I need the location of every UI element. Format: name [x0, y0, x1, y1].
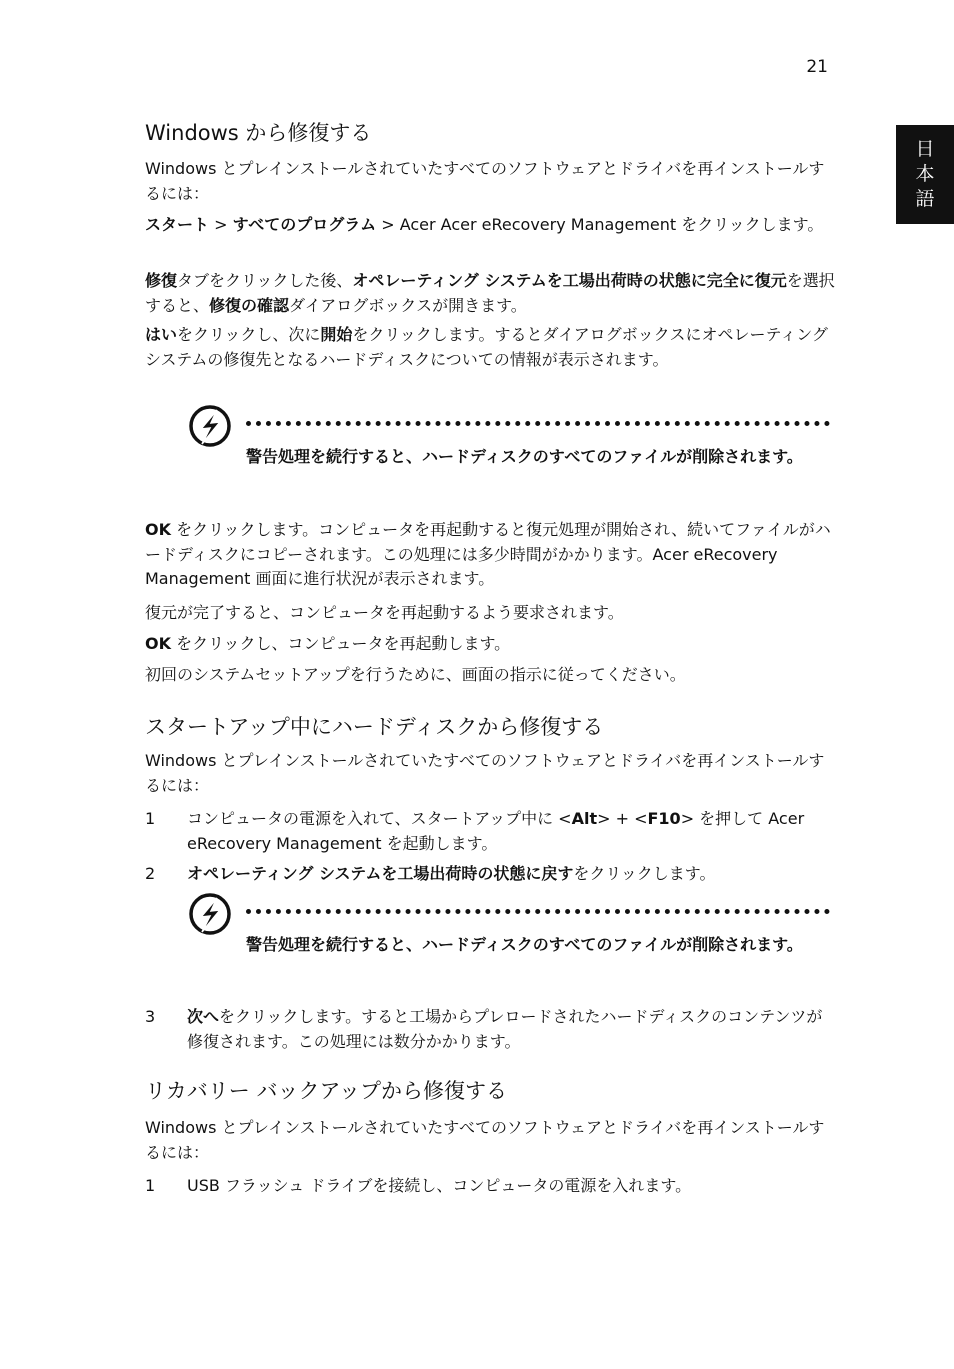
section-heading: Windows から修復する	[145, 121, 372, 145]
intro-paragraph: Windows とプレインストールされていたすべてのソフトウェアとドライバを再インストールするには：	[145, 1118, 825, 1162]
step-text: オペレーティング システムを工場出荷時の状態に戻すをクリックします。	[187, 864, 716, 883]
step-number: 2	[145, 864, 156, 883]
step-text: コンピュータの電源を入れて、スタートアップ中に <Alt> + <F10> を押して Acer eRecovery Management を起動します。	[187, 809, 805, 853]
lightning-warning-icon	[187, 402, 235, 450]
intro-paragraph: Windows とプレインストールされていたすべてのソフトウェアとドライバを再インストールするには：	[145, 159, 825, 203]
step-number: 3	[145, 1007, 156, 1026]
step-text: USB フラッシュ ドライブを接続し、コンピュータの電源を入れます。	[187, 1176, 692, 1195]
instruction-paragraph: はいをクリックし、次に開始をクリックします。するとダイアログボックスにオペレーティングシステムの修復先となるハードディスクについての情報が表示されます。	[145, 325, 828, 369]
intro-paragraph: Windows とプレインストールされていたすべてのソフトウェアとドライバを再インストールするには：	[145, 751, 825, 795]
instruction-paragraph: 修復タブをクリックした後、オペレーティング システムを工場出荷時の状態に完全に復元を選択すると、修復の確認ダイアログボックスが開きます。	[145, 271, 835, 315]
lightning-warning-icon	[187, 890, 235, 938]
language-tab-char: 日	[915, 138, 935, 160]
instruction-paragraph: 初回のシステムセットアップを行うために、画面の指示に従ってください。	[145, 665, 686, 684]
page-number: 21	[806, 57, 828, 77]
section-heading: リカバリー バックアップから修復する	[145, 1079, 507, 1103]
instruction-paragraph: OK をクリックし、コンピュータを再起動します。	[145, 634, 511, 653]
instruction-paragraph: OK をクリックします。コンピュータを再起動すると復元処理が開始され、続いてファイルがハードディスクにコピーされます。この処理には多少時間がかかります。Acer eRecovery Management 画面に進行状況が表示されます。	[145, 520, 831, 588]
warning-text: 警告処理を続行すると、ハードディスクのすべてのファイルが削除されます。	[246, 447, 803, 466]
step-text: 次へをクリックします。すると工場からプレロードされたハードディスクのコンテンツが修復されます。この処理には数分かかります。	[187, 1007, 823, 1051]
warning-divider	[246, 909, 830, 914]
step-number: 1	[145, 809, 156, 828]
language-tab	[896, 125, 954, 224]
instruction-paragraph: 復元が完了すると、コンピュータを再起動するよう要求されます。	[145, 603, 624, 622]
instruction-paragraph: スタート > すべてのプログラム > Acer Acer eRecovery Management をクリックします。	[145, 215, 824, 234]
step-number: 1	[145, 1176, 156, 1195]
section-heading: スタートアップ中にハードディスクから修復する	[145, 715, 604, 739]
language-tab-char: 本	[915, 163, 935, 185]
language-tab-char: 語	[915, 188, 935, 210]
warning-divider	[246, 421, 830, 426]
warning-text: 警告処理を続行すると、ハードディスクのすべてのファイルが削除されます。	[246, 935, 803, 954]
